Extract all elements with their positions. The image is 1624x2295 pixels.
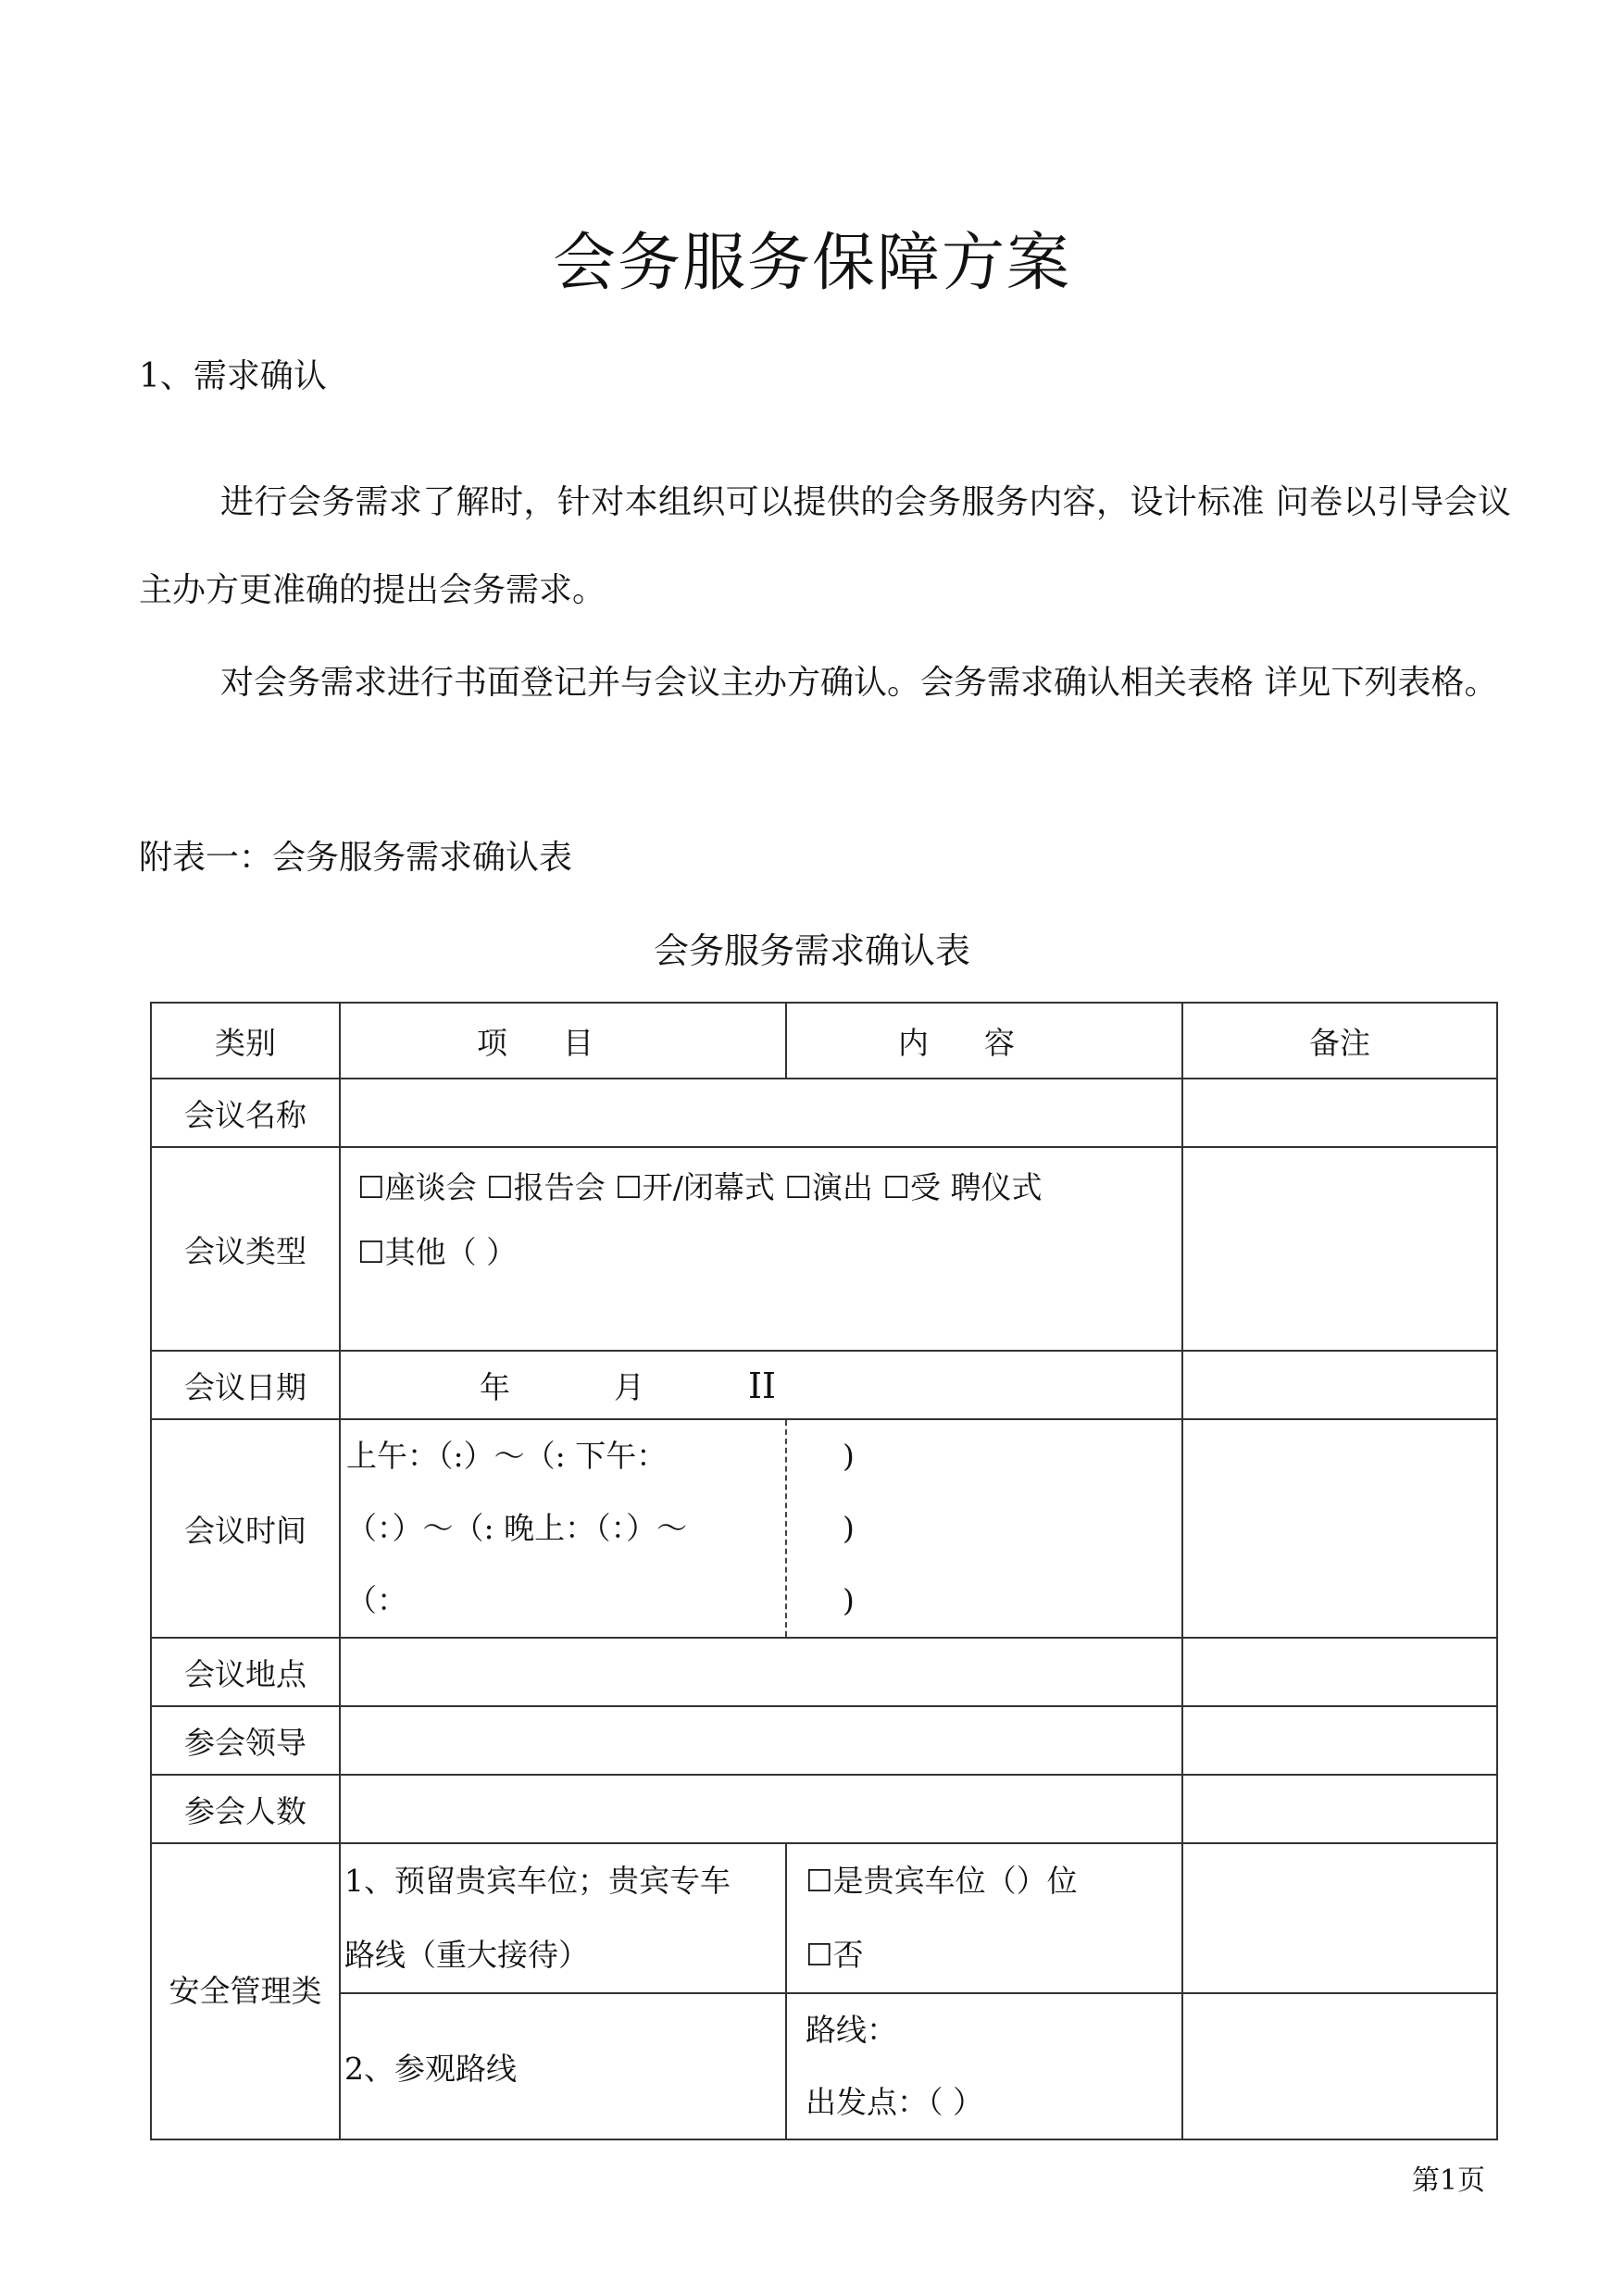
table-row [151,1147,1497,1351]
time-line-1: 上午：（:）～（: 下午： [346,1438,668,1474]
security-item-1-line-2: 路线（重大接待） [344,1937,589,1973]
table-row [151,1775,1497,1843]
row-type-options [340,1147,1182,1351]
row-date-value [340,1351,1182,1419]
row-type-note [1182,1147,1497,1351]
row-location-category: 会议地点 [151,1638,340,1706]
date-month-label: 月 [614,1368,644,1405]
row-time-category: 会议时间 [151,1419,340,1638]
row-security-options-2 [786,1993,1182,2139]
row-security-category: 安全管理类 [151,1843,340,2139]
table-row [151,1638,1497,1706]
row-date-category: 会议日期 [151,1351,340,1419]
row-security-item-2: 2、参观路线 [340,1993,786,2139]
table-row [151,1419,1497,1638]
table-row [151,1993,1497,2139]
row-name-category: 会议名称 [151,1079,340,1147]
time-line-3: （： [346,1582,407,1618]
vip-parking-yes-option: ☐是贵宾车位（）位 [806,1863,1078,1899]
row-date-note [1182,1351,1497,1419]
paragraph-2: 对会务需求进行书面登记并与会议主办方确认。会务需求确认相关表格 详见下列表格。 [220,664,1498,702]
row-name-note [1182,1079,1497,1147]
table-header-row [151,1003,1497,1079]
row-leaders-category: 参会领导 [151,1706,340,1775]
row-time-note [1182,1419,1497,1638]
row-security-options-1 [786,1843,1182,1993]
header-category: 类别 [151,1003,340,1079]
departure-point-label: 出发点：（ ） [806,2084,983,2120]
table-row [151,1706,1497,1775]
row-security-note-1 [1182,1843,1497,1993]
date-year-label: 年 [480,1368,510,1405]
header-content: 内容 [786,1003,1182,1079]
row-type-category: 会议类型 [151,1147,340,1351]
row-security-note-2 [1182,1993,1497,2139]
time-paren-2: ) [843,1510,855,1546]
security-item-1-line-1: 1、预留贵宾车位；贵宾专车 [344,1863,731,1899]
row-security-item-1 [340,1843,786,1993]
table-caption: 会务服务需求确认表 [653,930,970,971]
vip-parking-no-option: ☐否 [806,1937,864,1973]
table-row [151,1843,1497,1993]
paragraph-1: 进行会务需求了解时，针对本组织可以提供的会务服务内容，设计标准 问卷以引导会议主办方更准确的提出会务需求。 [139,483,1511,609]
requirements-table [150,1002,1498,2140]
row-name-value [340,1079,1182,1147]
time-paren-1: ) [843,1438,855,1474]
row-attendees-category: 参会人数 [151,1775,340,1843]
table-row [151,1351,1497,1419]
page-number: 第1页 [1411,2164,1485,2197]
row-location-value [340,1638,1182,1706]
time-line-2: （：）～（: 晚上：（：）～ [346,1510,688,1546]
document-title: 会务服务保障方案 [552,227,1071,300]
row-attendees-note [1182,1775,1497,1843]
route-label: 路线： [806,2012,897,2048]
row-time-right [786,1419,1182,1638]
row-time-left [340,1419,786,1638]
header-item: 项目 [340,1003,786,1079]
table-row [151,1079,1497,1147]
row-leaders-value [340,1706,1182,1775]
date-day-label: II [748,1365,777,1406]
attachment-label: 附表一：会务服务需求确认表 [139,839,573,877]
row-attendees-value [340,1775,1182,1843]
meeting-type-line-2: ☐其他（ ） [357,1234,518,1270]
row-location-note [1182,1638,1497,1706]
row-leaders-note [1182,1706,1497,1775]
time-paren-3: ) [843,1582,855,1618]
section-heading: 1、需求确认 [139,357,327,395]
meeting-type-line-1: ☐座谈会 ☐报告会 ☐开/闭幕式 ☐演出 ☐受 聘仪式 [357,1169,1043,1205]
header-note: 备注 [1182,1003,1497,1079]
